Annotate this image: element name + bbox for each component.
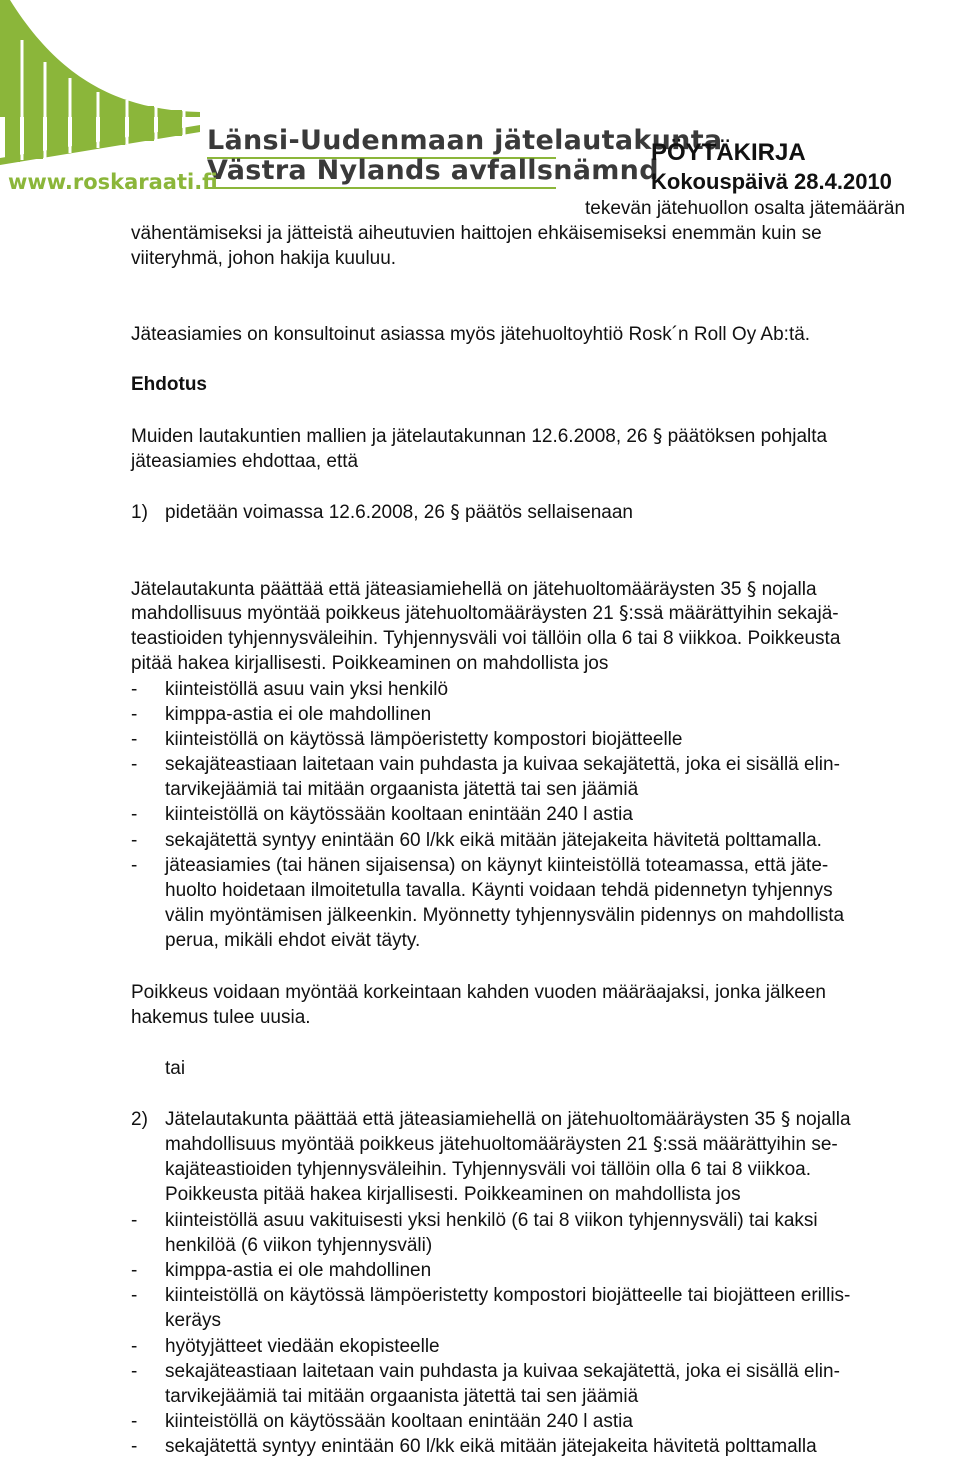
text-span: nojalla bbox=[795, 1109, 851, 1130]
list-item: kiinteistöllä on käytössään kooltaan enintään 240 l astia bbox=[165, 804, 633, 825]
org-name-fi: Länsi-Uudenmaan jätelautakunta bbox=[207, 125, 723, 156]
website-url[interactable]: www.roskaraati.fi bbox=[8, 170, 218, 194]
text-span: päätös sellaisenaan bbox=[465, 502, 633, 523]
list-dash: - bbox=[131, 754, 138, 775]
list-item: sekajäteastiaan laitetaan vain puhdasta ja kuivaa sekajätettä, joka ei sisällä elin- bbox=[165, 1361, 840, 1382]
section-sign: § bbox=[780, 1108, 791, 1130]
text-span: pidetään voimassa 12.6.2008, 26 bbox=[165, 502, 445, 523]
text-line bbox=[131, 601, 839, 626]
list-item: kiinteistöllä on käytössä lämpöeristetty kompostori biojätteelle bbox=[165, 729, 683, 750]
logo bbox=[0, 0, 723, 195]
text-line: Jäteasiamies on konsultoinut asiassa myös jätehuoltoyhtiö Rosk´n Roll Oy Ab:tä. bbox=[131, 324, 811, 345]
text-line: Poikkeus voidaan myöntää korkeintaan kahden vuoden määräajaksi, jonka jälkeen bbox=[131, 982, 826, 1003]
list-item: kiinteistöllä on käytössään kooltaan enintään 240 l astia bbox=[165, 1411, 633, 1432]
list-item: kimppa-astia ei ole mahdollinen bbox=[165, 704, 432, 725]
list-dash: - bbox=[131, 855, 138, 876]
list-item-cont: keräys bbox=[165, 1310, 221, 1331]
section-heading: Ehdotus bbox=[131, 374, 207, 395]
section-sign: § bbox=[652, 1133, 663, 1155]
text-span: Muiden lautakuntien mallien ja jätelautakunnan 12.6.2008, 26 bbox=[131, 426, 648, 447]
list-dash: - bbox=[131, 804, 138, 825]
list-item: sekajätettä syntyy enintään 60 l/kk eikä mitään jätejakeita hävitetä polttamalla. bbox=[165, 830, 822, 851]
text-line bbox=[131, 424, 827, 449]
text-line: Poikkeusta pitää hakea kirjallisesti. Poikkeaminen on mahdollista jos bbox=[165, 1184, 741, 1205]
section-sign: § bbox=[746, 578, 757, 600]
text-line: kajäteastioiden tyhjennysväleihin. Tyhjennysväli voi tällöin olla 6 tai 8 viikkoa. bbox=[165, 1159, 812, 1180]
list-dash: - bbox=[131, 704, 138, 725]
text-line: pitää hakea kirjallisesti. Poikkeaminen on mahdollista jos bbox=[131, 653, 609, 674]
list-number: 1) bbox=[131, 502, 148, 523]
list-item-cont: tarvikejäämiä tai mitään orgaanista jätettä tai sen jäämiä bbox=[165, 779, 639, 800]
list-item: sekajätettä syntyy enintään 60 l/kk eikä mitään jätejakeita hävitetä polttamalla bbox=[165, 1436, 817, 1457]
text-span: mahdollisuus myöntää poikkeus jätehuoltomääräysten 21 bbox=[131, 603, 614, 624]
list-item: hyötyjätteet viedään ekopisteelle bbox=[165, 1336, 440, 1357]
text-line: vähentämiseksi ja jätteistä aiheutuvien haittojen ehkäisemiseksi enemmän kuin se bbox=[131, 223, 822, 244]
list-item-cont: henkilöä (6 viikon tyhjennysväli) bbox=[165, 1235, 433, 1256]
list-number: 2) bbox=[131, 1109, 148, 1130]
list-item-cont: huolto hoidetaan ilmoitetulla tavalla. Käynti voidaan tehdä pidennetyn tyhjennys bbox=[165, 880, 833, 901]
list-item: kiinteistöllä on käytössä lämpöeristetty kompostori biojätteelle tai biojätteen erillis- bbox=[165, 1285, 851, 1306]
text-line: viiteryhmä, johon hakija kuuluu. bbox=[131, 248, 397, 269]
text-line: teastioiden tyhjennysväleihin. Tyhjennysväli voi tällöin olla 6 tai 8 viikkoa. Poikkeusta bbox=[131, 628, 841, 649]
list-dash: - bbox=[131, 729, 138, 750]
text-line: tai bbox=[165, 1058, 186, 1079]
list-dash: - bbox=[131, 1210, 138, 1231]
text-line bbox=[165, 500, 633, 525]
list-item: kiinteistöllä asuu vakituisesti yksi henkilö (6 tai 8 viikon tyhjennysväli) tai kaksi bbox=[165, 1210, 818, 1231]
text-line bbox=[165, 1132, 838, 1157]
text-span: :ssä määrättyihin sekajä- bbox=[628, 603, 839, 624]
text-line bbox=[131, 577, 817, 602]
section-sign: § bbox=[618, 602, 629, 624]
text-line: hakemus tulee uusia. bbox=[131, 1007, 311, 1028]
text-span: päätöksen pohjalta bbox=[667, 426, 828, 447]
text-line bbox=[165, 1107, 851, 1132]
list-item-cont: tarvikejäämiä tai mitään orgaanista jätettä tai sen jäämiä bbox=[165, 1386, 639, 1407]
list-item-cont: perua, mikäli ehdot eivät täyty. bbox=[165, 930, 421, 951]
list-dash: - bbox=[131, 1336, 138, 1357]
list-dash: - bbox=[131, 1411, 138, 1432]
list-item: kimppa-astia ei ole mahdollinen bbox=[165, 1260, 432, 1281]
document-type: PÖYTÄKIRJA bbox=[651, 139, 806, 166]
list-dash: - bbox=[131, 1285, 138, 1306]
text-span: Jätelautakunta päättää että jäteasiamiehellä on jätehuoltomääräysten 35 bbox=[165, 1109, 776, 1130]
text-span: :ssä määrättyihin se- bbox=[662, 1134, 838, 1155]
list-dash: - bbox=[131, 830, 138, 851]
org-name-sv: Västra Nylands avfallsnämnd bbox=[207, 155, 659, 186]
section-sign: § bbox=[450, 501, 460, 523]
list-dash: - bbox=[131, 1260, 138, 1281]
text-span: mahdollisuus myöntää poikkeus jätehuoltomääräysten 21 bbox=[165, 1134, 648, 1155]
list-item: jäteasiamies (tai hänen sijaisensa) on käynyt kiinteistöllä toteamassa, että jäte- bbox=[165, 855, 829, 876]
meeting-date: Kokouspäivä 28.4.2010 bbox=[651, 169, 892, 194]
list-dash: - bbox=[131, 1436, 138, 1457]
text-span: Jätelautakunta päättää että jäteasiamiehellä on jätehuoltomääräysten 35 bbox=[131, 579, 742, 600]
list-item: sekajäteastiaan laitetaan vain puhdasta ja kuivaa sekajätettä, joka ei sisällä elin- bbox=[165, 754, 840, 775]
list-dash: - bbox=[131, 679, 138, 700]
list-item-cont: välin myöntämisen jälkeenkin. Myönnetty tyhjennysvälin pidennys on mahdollista bbox=[165, 905, 845, 926]
section-sign: § bbox=[652, 425, 663, 447]
list-dash: - bbox=[131, 1361, 138, 1382]
text-span: nojalla bbox=[761, 579, 817, 600]
text-line: tekevän jätehuollon osalta jätemäärän bbox=[585, 198, 906, 219]
list-item: kiinteistöllä asuu vain yksi henkilö bbox=[165, 679, 449, 700]
text-line: jäteasiamies ehdottaa, että bbox=[131, 451, 359, 472]
